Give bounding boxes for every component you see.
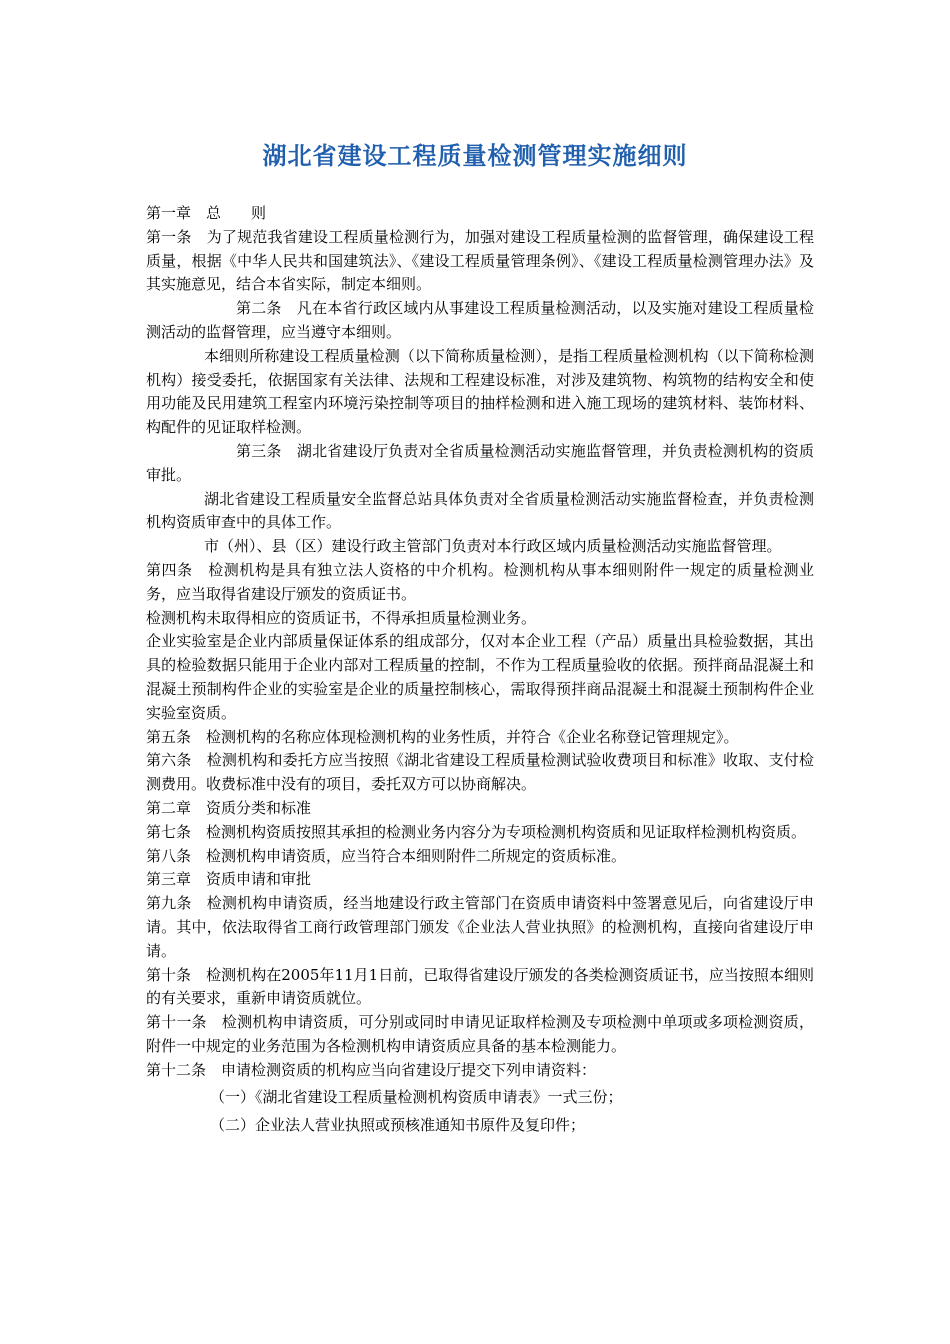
chapter-heading: 第一章 总 则 (146, 204, 267, 222)
document-title: 湖北省建设工程质量检测管理实施细则 (262, 142, 688, 170)
article-paragraph: 第六条 检测机构和委托方应当按照《湖北省建设工程质量检测试验收费项目和标准》收取、支付检测费用。收费标准中没有的项目，委托双方可以协商解决。 (146, 751, 814, 794)
chapter-heading: 第二章 资质分类和标准 (146, 798, 312, 817)
article-paragraph: 第一条 为了规范我省建设工程质量检测行为，加强对建设工程质量检测的监督管理，确保建设工程质量，根据《中华人民共和国建筑法》、《建设工程质量管理条例》、《建设工程质量检测管理办法》及其实施意见，结合本省实际，制定本细则。 (146, 227, 814, 294)
list-item: （一）《湖北省建设工程质量检测机构资质申请表》一式三份； (210, 1088, 623, 1107)
article-paragraph: 第十二条 申请检测资质的机构应当向省建设厅提交下列申请资料： (146, 1060, 597, 1079)
article-paragraph: 第七条 检测机构资质按照其承担的检测业务内容分为专项检测机构资质和见证取样检测机构资质。 (146, 822, 807, 841)
body-paragraph: 企业实验室是企业内部质量保证体系的组成部分，仅对本企业工程（产品）质量出具检验数据，其出具的检验数据只能用于企业内部对工程质量的控制，不作为工程质量验收的依据。预拌商品混凝土和混凝土预制构件企业的实验室是企业的质量控制核心，需取得预拌商品混凝土和混凝土预制构件企业实验室资质。 (146, 632, 814, 722)
list-item: （二）企业法人营业执照或预核准通知书原件及复印件； (210, 1116, 586, 1135)
document-body (146, 202, 814, 1138)
body-paragraph: 市（州）、县（区）建设行政主管部门负责对本行政区域内质量检测活动实施监督管理。 (204, 537, 782, 556)
article-paragraph: 第八条 检测机构申请资质，应当符合本细则附件二所规定的资质标准。 (146, 846, 627, 865)
article-paragraph: 第十一条 检测机构申请资质，可分别或同时申请见证取样检测及专项检测中单项或多项检测资质，附件一中规定的业务范围为各检测机构申请资质应具备的基本检测能力。 (146, 1013, 814, 1055)
article-paragraph: 第三条 湖北省建设厅负责对全省质量检测活动实施监督管理，并负责检测机构的资质审批。 (146, 441, 814, 484)
chapter-heading: 第三章 资质申请和审批 (146, 870, 312, 889)
article-paragraph: 第五条 检测机构的名称应体现检测机构的业务性质，并符合《企业名称登记管理规定》。 (146, 727, 739, 746)
article-paragraph: 第四条 检测机构是具有独立法人资格的中介机构。检测机构从事本细则附件一规定的质量检测业务，应当取得省建设厅颁发的资质证书。 (146, 560, 814, 603)
body-paragraph: 本细则所称建设工程质量检测（以下简称质量检测），是指工程质量检测机构（以下简称检测机构）接受委托，依据国家有关法律、法规和工程建设标准，对涉及建筑物、构筑物的结构安全和使用功能及民用建筑工程室内环境污染控制等项目的抽样检测和进入施工现场的建筑材料、装饰材料、构配件的见证取样检测。 (146, 346, 814, 437)
article-paragraph: 第十条 检测机构在2005年11月1日前，已取得省建设厅颁发的各类检测资质证书，应当按照本细则的有关要求，重新申请资质就位。 (146, 965, 814, 1008)
article-paragraph: 第二条 凡在本省行政区域内从事建设工程质量检测活动，以及实施对建设工程质量检测活动的监督管理，应当遵守本细则。 (146, 299, 814, 341)
body-paragraph: 湖北省建设工程质量安全监督总站具体负责对全省质量检测活动实施监督检查，并负责检测机构资质审查中的具体工作。 (146, 489, 814, 532)
article-paragraph: 第九条 检测机构申请资质，经当地建设行政主管部门在资质申请资料中签署意见后，向省建设厅申请。其中，依法取得省工商行政管理部门颁发《企业法人营业执照》的检测机构，直接向省建设厅申请。 (146, 894, 814, 960)
body-paragraph: 检测机构未取得相应的资质证书，不得承担质量检测业务。 (146, 608, 537, 627)
